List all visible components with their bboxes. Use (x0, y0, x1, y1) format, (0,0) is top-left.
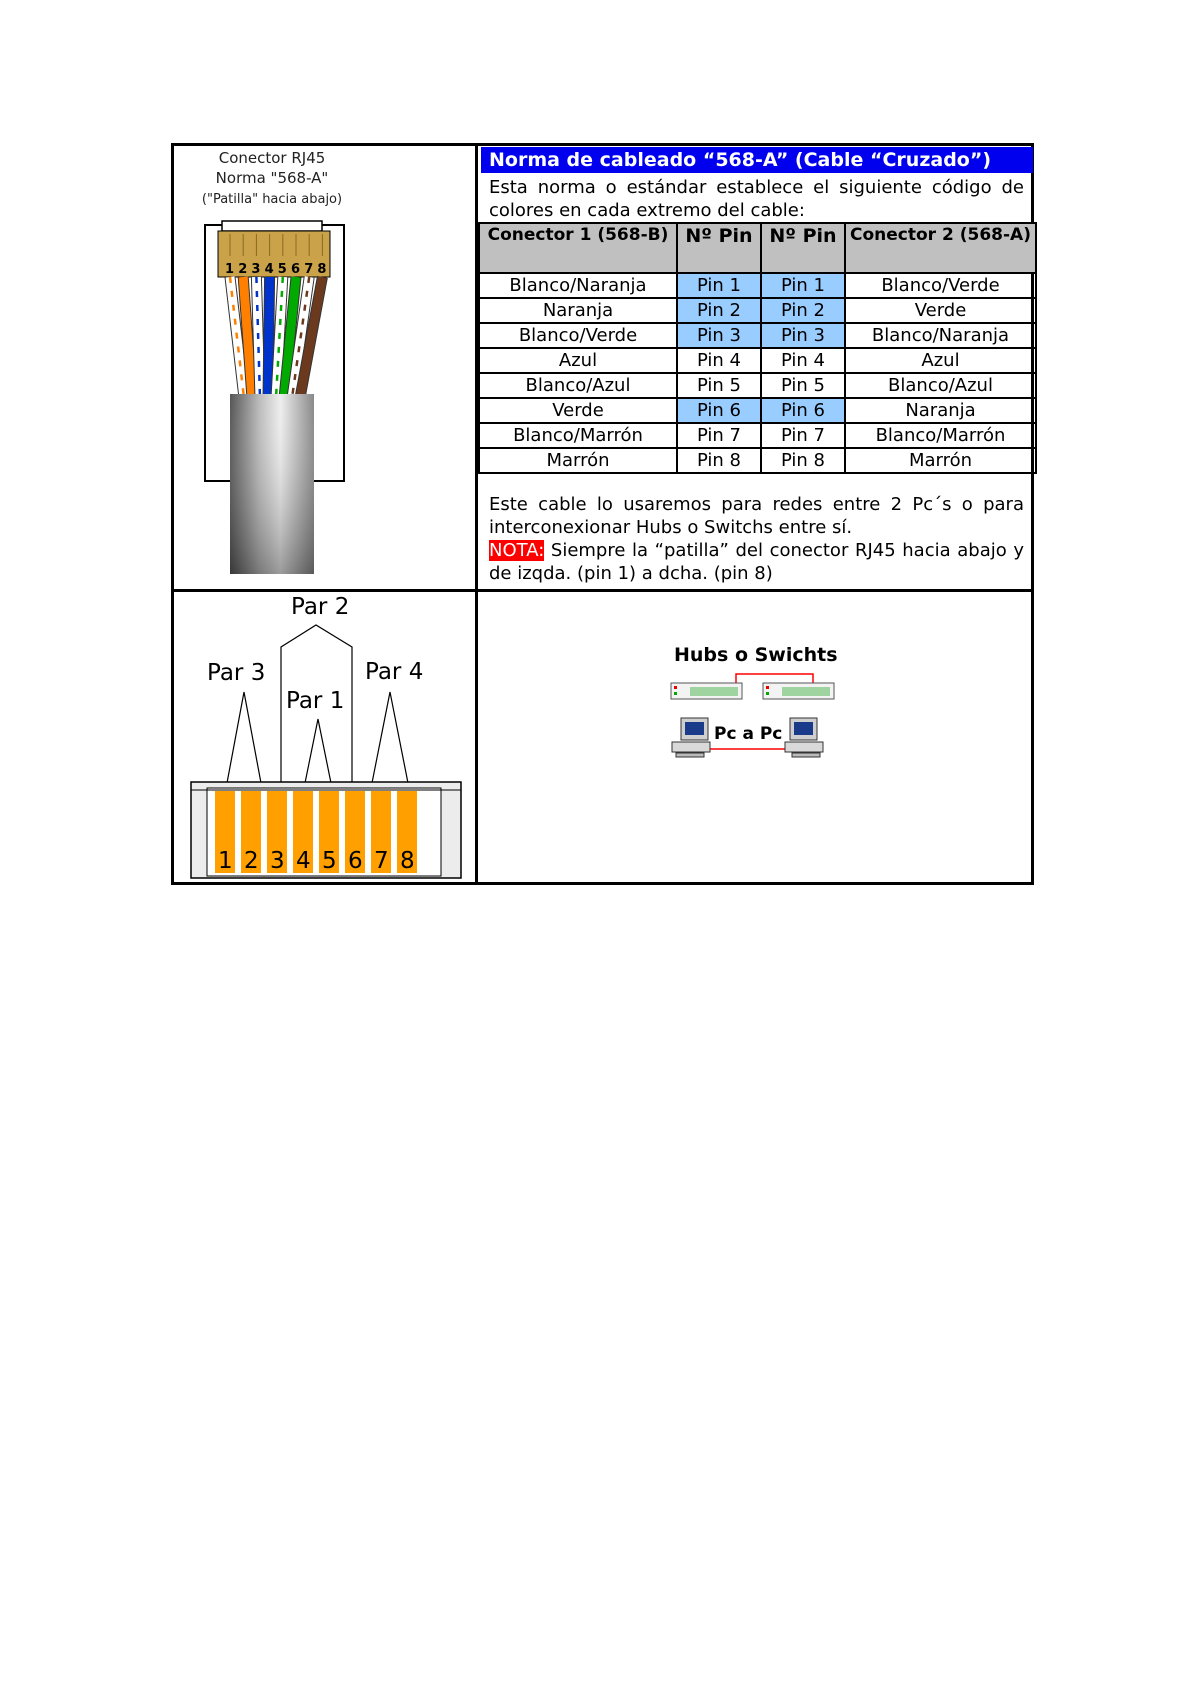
plug-pin-number: 6 (291, 262, 301, 277)
pin-1-cell: Pin 8 (677, 448, 761, 473)
plug-pin-number: 2 (238, 262, 248, 277)
table-row (479, 348, 1036, 373)
pairs-diagram-panel (174, 592, 475, 885)
plug-pin-number: 8 (317, 262, 327, 277)
connector-1-color: Blanco/Azul (479, 373, 677, 398)
socket-pin-number: 7 (374, 848, 389, 874)
plug-caption-standard: Norma "568-A" (215, 169, 329, 187)
pin-2-cell: Pin 3 (761, 323, 845, 348)
hubs-label: Hubs o Swichts (674, 644, 838, 666)
note-label: NOTA: (489, 540, 545, 561)
pin-color-table (478, 222, 1037, 474)
plug-pin-number: 4 (264, 262, 274, 277)
hub-icon-right (763, 683, 834, 699)
pin-1-cell: Pin 1 (677, 273, 761, 298)
pin-1-cell: Pin 4 (677, 348, 761, 373)
pin-2-cell: Pin 2 (761, 298, 845, 323)
socket-pin-number: 8 (400, 848, 415, 874)
table-header-row (479, 223, 1036, 273)
pin-1-cell: Pin 2 (677, 298, 761, 323)
socket-pin-number: 3 (270, 848, 285, 874)
plug-pin-number: 3 (251, 262, 261, 277)
network-diagram (478, 592, 1031, 885)
plug-caption-orientation: ("Patilla" hacia abajo) (201, 192, 343, 207)
connector-2-color: Marrón (845, 448, 1036, 473)
connector-2-color: Blanco/Naranja (845, 323, 1036, 348)
connector-1-color: Azul (479, 348, 677, 373)
par3-lines (227, 692, 261, 783)
socket-pin-number: 2 (244, 848, 259, 874)
wire-4 (268, 277, 270, 398)
standard-info-panel (478, 146, 1031, 589)
table-row (479, 373, 1036, 398)
pc-label: Pc a Pc (714, 724, 783, 744)
connector-1-color: Blanco/Verde (479, 323, 677, 348)
connector-1-color: Verde (479, 398, 677, 423)
plug-pin-number: 7 (304, 262, 314, 277)
table-row (479, 423, 1036, 448)
connector-1-color: Blanco/Naranja (479, 273, 677, 298)
connector-2-color: Naranja (845, 398, 1036, 423)
rj45-plug-illustration (174, 146, 475, 589)
connector-2-color: Blanco/Verde (845, 273, 1036, 298)
pin-2-cell: Pin 8 (761, 448, 845, 473)
par4-lines (372, 692, 408, 783)
intro-text: Esta norma o estándar establece el siguiente código de colores en cada extremo del cable: (489, 177, 1024, 221)
connector-1-color: Naranja (479, 298, 677, 323)
socket-pin-number: 5 (322, 848, 337, 874)
pin-2-cell: Pin 5 (761, 373, 845, 398)
pin-1-cell: Pin 3 (677, 323, 761, 348)
plug-latch-top (222, 221, 322, 231)
wiring-sheet (171, 143, 1034, 885)
pin-2-cell: Pin 1 (761, 273, 845, 298)
pc-icon-left (672, 718, 710, 757)
connector-2-color: Verde (845, 298, 1036, 323)
connector-1-color: Blanco/Marrón (479, 423, 677, 448)
header-pin-1: Nº Pin (677, 223, 761, 273)
pin-1-cell: Pin 7 (677, 423, 761, 448)
pin-2-cell: Pin 7 (761, 423, 845, 448)
pin-1-cell: Pin 5 (677, 373, 761, 398)
par2-label: Par 2 (291, 594, 350, 620)
header-connector-1: Conector 1 (568-B) (479, 223, 677, 273)
table-row (479, 298, 1036, 323)
rj45-plug-panel (174, 146, 475, 589)
pin-2-cell: Pin 6 (761, 398, 845, 423)
socket-pin-number: 1 (218, 848, 233, 874)
par1-lines (305, 719, 331, 783)
note-text (489, 539, 1024, 585)
connector-2-color: Azul (845, 348, 1036, 373)
par1-label: Par 1 (286, 688, 345, 714)
pairs-diagram (174, 592, 475, 885)
socket-pin-number: 4 (296, 848, 311, 874)
connector-1-color: Marrón (479, 448, 677, 473)
pc-icon-right (785, 718, 823, 757)
pin-2-cell: Pin 4 (761, 348, 845, 373)
table-row (479, 323, 1036, 348)
hub-icon-left (671, 683, 742, 699)
par3-label: Par 3 (207, 660, 266, 686)
note-body: Siempre la “patilla” del conector RJ45 hacia abajo y de izqda. (pin 1) a dcha. (pin 8) (489, 540, 1024, 584)
connector-2-color: Blanco/Azul (845, 373, 1036, 398)
table-row (479, 273, 1036, 298)
header-pin-2: Nº Pin (761, 223, 845, 273)
par4-label: Par 4 (365, 659, 424, 685)
socket-pin-number: 6 (348, 848, 363, 874)
connector-2-color: Blanco/Marrón (845, 423, 1036, 448)
header-connector-2: Conector 2 (568-A) (845, 223, 1036, 273)
pin-1-cell: Pin 6 (677, 398, 761, 423)
table-row (479, 398, 1036, 423)
usage-text: Este cable lo usaremos para redes entre 2 Pc´s o para interconexionar Hubs o Switchs entre sí. (489, 494, 1024, 538)
plug-pin-number: 5 (277, 262, 287, 277)
table-row (479, 448, 1036, 473)
page-title: Norma de cableado “568-A” (Cable “Cruzado”) (481, 147, 1033, 173)
plug-pin-number: 1 (225, 262, 235, 277)
plug-caption-title: Conector RJ45 (218, 149, 326, 167)
network-diagram-panel (478, 592, 1031, 885)
